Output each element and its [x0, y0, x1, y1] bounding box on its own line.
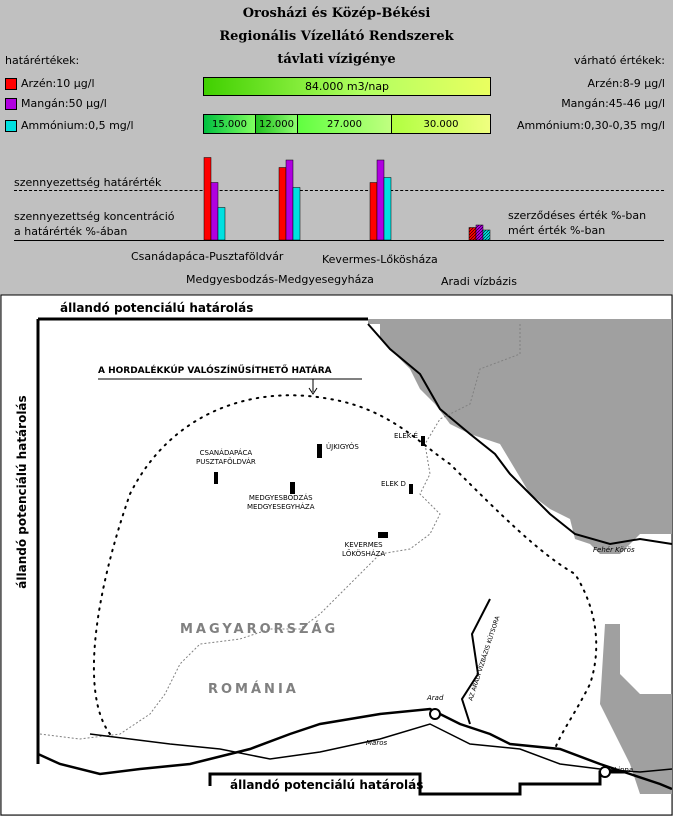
title-line-2: Regionális Vízellátó Rendszerek: [219, 29, 454, 44]
bar-mangán-2: [377, 160, 384, 240]
town-label-csanadapaca: [196, 449, 256, 467]
arad-marker: [430, 709, 440, 719]
title-line-3: távlati vízigénye: [277, 52, 396, 67]
arsenic-label: Arzén:10 µg/l: [21, 77, 95, 90]
bar-ammónium-1: [293, 188, 300, 241]
measured-label: mért érték %-ban: [508, 224, 606, 237]
country-label-hungary: MAGYARORSZÁG: [180, 622, 339, 637]
country-label-romania: ROMÁNIA: [208, 682, 299, 697]
category-label: Medgyesbodzás-Medgyesegyháza: [186, 273, 374, 286]
demand-segment: [204, 115, 256, 133]
bar-ammónium-0: [218, 208, 225, 241]
expected-heading: várható értékek:: [573, 54, 665, 67]
category-label: Aradi vízbázis: [441, 275, 517, 288]
lippa-marker: [600, 767, 610, 777]
contract-label: szerződéses érték %-ban: [508, 209, 647, 222]
expected-arsenic: Arzén:8-9 µg/l: [587, 77, 665, 90]
limit-line-label: szennyezettség határérték: [14, 176, 162, 189]
town-name: CSANÁDAPÁCA: [199, 449, 253, 457]
arsenic-swatch: [5, 78, 17, 90]
well-field-marker: [214, 472, 218, 484]
category-label: Csanádapáca-Pusztaföldvár: [131, 250, 284, 263]
bar-mangán-0: [211, 183, 218, 241]
well-row-label: AZ ARADI VÍZBÁZIS KÚTSORA: [467, 615, 502, 702]
demand-segment-label: 30.000: [423, 118, 459, 130]
well-field-marker: [421, 436, 425, 446]
expected-manganese: Mangán:45-46 µg/l: [561, 97, 665, 110]
total-demand-bar: [203, 77, 491, 96]
river-label-maros: Maros: [366, 739, 388, 747]
well-field-marker: [317, 444, 322, 458]
bar-hatch-3: [469, 228, 476, 241]
bar-ammónium-2: [384, 178, 391, 241]
well-field-marker: [378, 532, 388, 538]
bar-arzén-1: [279, 168, 286, 241]
segmented-demand-bar: [203, 114, 491, 134]
town-label-ujkigyos: ÚJKIGYÓS: [326, 443, 359, 451]
bar-chart: [0, 140, 673, 241]
bar-hatch-3: [483, 230, 490, 240]
demand-segment-label: 12.000: [259, 118, 294, 130]
town-name: PUSZTAFÖLDVÁR: [196, 458, 256, 466]
category-label: Kevermes-Lőkösháza: [322, 253, 438, 266]
demand-segment: [392, 115, 490, 133]
city-label-lippa: Lippa: [614, 766, 634, 774]
river-label-feher-koros: Fehér Körös: [593, 546, 635, 554]
town-label-elek-d: ELEK D: [381, 480, 406, 488]
manganese-swatch: [5, 98, 17, 110]
expected-ammonium: Ammónium:0,30-0,35 mg/l: [516, 119, 665, 132]
fan-boundary-label: A HORDALÉKKÚP VALÓSZÍNŰSÍTHETŐ HATÁRA: [98, 366, 332, 376]
town-name: LŐKÖSHÁZA: [342, 550, 386, 558]
limits-heading: határértékek:: [5, 54, 80, 67]
town-name: MEDGYESBODZÁS: [248, 494, 313, 502]
title-line-1: Orosházi és Közép-Békési: [242, 6, 431, 21]
well-field-marker: [290, 482, 295, 494]
border-label-left: állandó potenciálú határolás: [15, 395, 29, 589]
concentration-label-2: a határérték %-ában: [14, 225, 128, 238]
border-label-bottom: állandó potenciálú határolás: [230, 778, 424, 792]
bar-mangán-1: [286, 160, 293, 240]
town-label-medgyesbodzas: [247, 494, 314, 512]
city-label-arad: Arad: [427, 694, 444, 702]
well-field-marker: [409, 484, 413, 494]
bar-arzén-2: [370, 183, 377, 241]
ammonium-label: Ammónium:0,5 mg/l: [21, 119, 134, 132]
concentration-label-1: szennyezettség koncentráció: [14, 210, 175, 223]
demand-segment-label: 27.000: [327, 118, 362, 130]
border-label-top: állandó potenciálú határolás: [60, 301, 254, 315]
bar-arzén-0: [204, 158, 211, 241]
town-label-elek-e: ELEK É: [394, 432, 418, 440]
total-demand-label: 84.000 m3/nap: [304, 80, 390, 93]
ammonium-swatch: [5, 120, 17, 132]
manganese-label: Mangán:50 µg/l: [21, 97, 107, 110]
demand-segment: [298, 115, 392, 133]
town-name: KEVERMES: [344, 541, 383, 549]
bar-hatch-3: [476, 225, 483, 240]
demand-segment: [256, 115, 298, 133]
demand-segment-label: 15.000: [212, 118, 247, 130]
town-name: MEDGYESEGYHÁZA: [247, 503, 315, 511]
town-label-kevermes: [342, 541, 385, 559]
